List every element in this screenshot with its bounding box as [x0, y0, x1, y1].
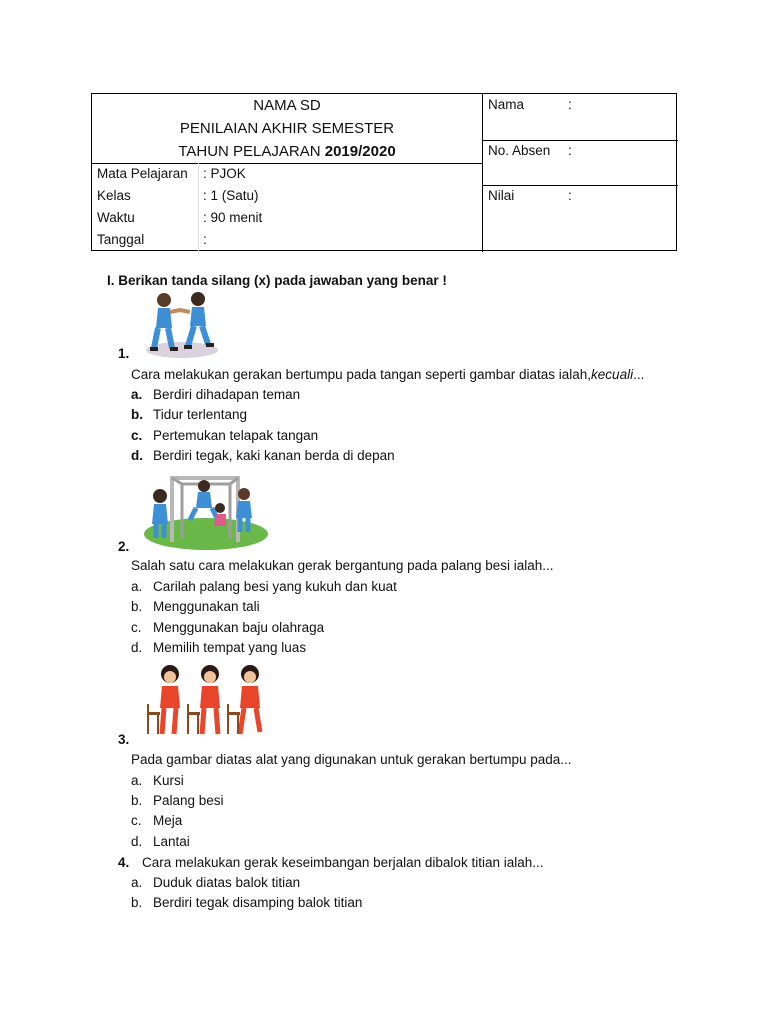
question-text-emphasis: kecuali	[591, 367, 634, 382]
girls-with-chairs-illustration	[142, 660, 268, 744]
option-text[interactable]: Meja	[153, 813, 183, 828]
student-field-value[interactable]: :	[568, 143, 572, 158]
school-year	[92, 143, 482, 160]
option-letter[interactable]: d.	[131, 448, 143, 463]
info-value: : 1 (Satu)	[203, 188, 259, 203]
question-number: 1.	[118, 346, 130, 361]
option-text[interactable]: Carilah palang besi yang kukuh dan kuat	[153, 579, 397, 594]
option-letter[interactable]: d.	[131, 834, 143, 849]
student-field-value[interactable]: :	[568, 97, 572, 112]
student-field-label: Nama	[488, 97, 525, 112]
school-name: NAMA SD	[253, 97, 321, 114]
question-text: Cara melakukan gerak keseimbangan berjalan dibalok titian ialah...	[142, 855, 544, 870]
option-letter[interactable]: a.	[131, 579, 143, 594]
option-letter[interactable]: a.	[131, 773, 143, 788]
option-text[interactable]: Menggunakan baju olahraga	[153, 620, 325, 635]
school-year-prefix: TAHUN PELAJARAN	[178, 143, 325, 160]
question-text: Salah satu cara melakukan gerak bergantung pada palang besi ialah...	[131, 558, 554, 573]
student-field-value[interactable]: :	[568, 188, 572, 203]
pushing-hands-illustration	[142, 288, 222, 360]
student-field-label: No. Absen	[488, 143, 551, 158]
question-number: 4.	[118, 855, 130, 870]
girl-figure	[148, 665, 180, 734]
exam-header-table	[91, 93, 677, 251]
info-label: Mata Pelajaran	[97, 166, 188, 181]
question-text: Pada gambar diatas alat yang digunakan untuk gerakan bertumpu pada...	[131, 752, 572, 767]
question-text-end: ...	[633, 367, 645, 382]
option-letter[interactable]: c.	[131, 428, 143, 443]
divider	[198, 163, 199, 252]
question-number: 3.	[118, 732, 130, 747]
option-letter[interactable]: a.	[131, 387, 143, 402]
exam-title: PENILAIAN AKHIR SEMESTER	[179, 120, 395, 137]
option-text[interactable]: Berdiri dihadapan teman	[153, 387, 301, 402]
info-label: Waktu	[97, 210, 135, 225]
info-value: :	[203, 232, 207, 247]
girl-figure	[188, 665, 220, 734]
question-number: 2.	[118, 539, 130, 554]
monkey-bars-illustration	[142, 468, 268, 552]
school-year-value: 2019/2020	[324, 143, 396, 160]
section-title: I. Berikan tanda silang (x) pada jawaban yang benar !	[107, 273, 447, 288]
option-letter[interactable]: b.	[131, 793, 143, 808]
option-text[interactable]: Duduk diatas balok titian	[153, 875, 301, 890]
question-text-main: Cara melakukan gerakan bertumpu pada tangan seperti gambar diatas ialah,	[131, 367, 592, 382]
divider	[92, 163, 482, 164]
divider	[482, 140, 678, 141]
info-value: : PJOK	[203, 166, 246, 181]
info-label: Tanggal	[97, 232, 145, 247]
option-letter[interactable]: c.	[131, 620, 142, 635]
divider	[482, 185, 678, 186]
option-text[interactable]: Kursi	[153, 773, 184, 788]
option-letter[interactable]: b.	[131, 599, 143, 614]
option-text[interactable]: Tidur terlentang	[153, 407, 248, 422]
option-letter[interactable]: b.	[131, 895, 143, 910]
option-text[interactable]: Berdiri tegak disamping balok titian	[153, 895, 363, 910]
option-text[interactable]: Memilih tempat yang luas	[153, 640, 307, 655]
option-text[interactable]: Berdiri tegak, kaki kanan berda di depan	[153, 448, 395, 463]
girl-figure	[228, 665, 260, 734]
info-value: : 90 menit	[203, 210, 263, 225]
option-text[interactable]: Pertemukan telapak tangan	[153, 428, 319, 443]
option-letter[interactable]: b.	[131, 407, 143, 422]
option-letter[interactable]: d.	[131, 640, 143, 655]
divider	[482, 94, 483, 252]
option-letter[interactable]: a.	[131, 875, 143, 890]
student-field-label: Nilai	[488, 188, 515, 203]
option-text[interactable]: Palang besi	[153, 793, 224, 808]
question-text	[131, 367, 644, 382]
info-label: Kelas	[97, 188, 131, 203]
option-text[interactable]: Lantai	[153, 834, 190, 849]
option-text[interactable]: Menggunakan tali	[153, 599, 260, 614]
option-letter[interactable]: c.	[131, 813, 142, 828]
